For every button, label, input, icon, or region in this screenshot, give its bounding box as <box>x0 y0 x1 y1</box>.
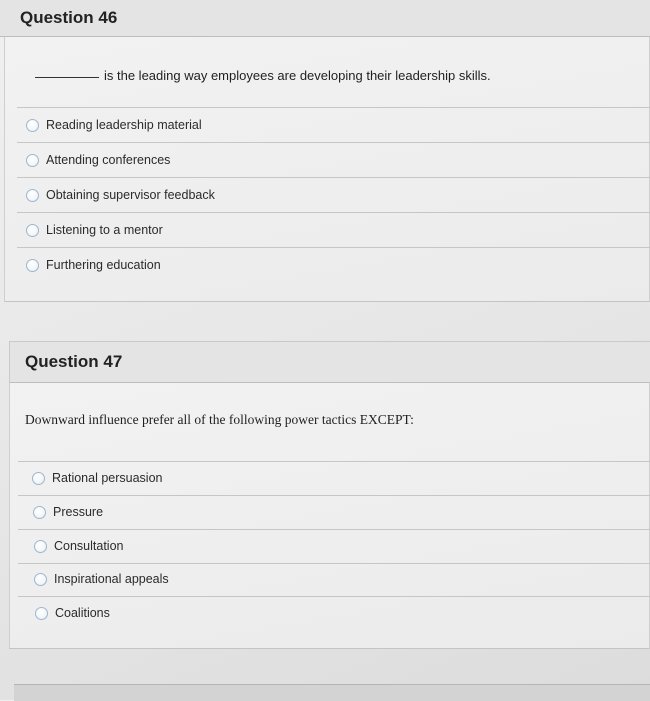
divider <box>18 596 650 597</box>
option-label: Consultation <box>54 539 124 553</box>
question-46-body <box>4 37 650 302</box>
option-label: Furthering education <box>46 258 161 272</box>
option-label: Reading leadership material <box>46 118 202 132</box>
q47-option-3[interactable] <box>34 539 124 553</box>
divider <box>17 177 650 178</box>
divider <box>17 107 650 108</box>
radio-button[interactable] <box>34 540 47 553</box>
question-46-title: Question 46 <box>20 8 118 27</box>
option-label: Attending conferences <box>46 153 171 167</box>
question-47-header <box>9 341 650 383</box>
radio-button[interactable] <box>26 189 39 202</box>
question-47-prompt: Downward influence prefer all of the following power tactics EXCEPT: <box>25 412 414 427</box>
q46-option-4[interactable] <box>26 223 163 237</box>
question-46-prompt-text: is the leading way employees are developing their leadership skills. <box>104 68 491 83</box>
option-label: Pressure <box>53 505 104 519</box>
question-47-body <box>9 383 650 649</box>
divider <box>18 495 650 496</box>
divider <box>18 563 650 564</box>
option-label: Inspirational appeals <box>54 572 169 586</box>
question-47-title: Question 47 <box>25 352 123 371</box>
q46-option-1[interactable] <box>26 118 202 132</box>
divider <box>17 142 650 143</box>
q47-option-5[interactable] <box>35 606 110 620</box>
radio-button[interactable] <box>34 573 47 586</box>
radio-button[interactable] <box>32 472 45 485</box>
radio-button[interactable] <box>35 607 48 620</box>
q47-option-2[interactable] <box>33 505 103 519</box>
option-label: Listening to a mentor <box>46 223 163 237</box>
question-46-header <box>0 0 650 37</box>
q47-option-1[interactable] <box>32 471 163 485</box>
option-label: Obtaining supervisor feedback <box>46 188 215 202</box>
q46-option-3[interactable] <box>26 188 215 202</box>
option-label: Coalitions <box>55 606 110 620</box>
radio-button[interactable] <box>26 224 39 237</box>
divider <box>18 529 650 530</box>
question-46-prompt <box>35 68 491 83</box>
radio-button[interactable] <box>26 154 39 167</box>
q46-option-5[interactable] <box>26 258 161 272</box>
next-question-edge <box>14 684 650 701</box>
divider <box>17 212 650 213</box>
q47-option-4[interactable] <box>34 572 169 586</box>
option-label: Rational persuasion <box>52 471 163 485</box>
divider <box>18 461 650 462</box>
radio-button[interactable] <box>26 119 39 132</box>
q46-option-2[interactable] <box>26 153 170 167</box>
radio-button[interactable] <box>33 506 46 519</box>
fill-in-blank <box>35 77 99 78</box>
divider <box>17 247 650 248</box>
radio-button[interactable] <box>26 259 39 272</box>
